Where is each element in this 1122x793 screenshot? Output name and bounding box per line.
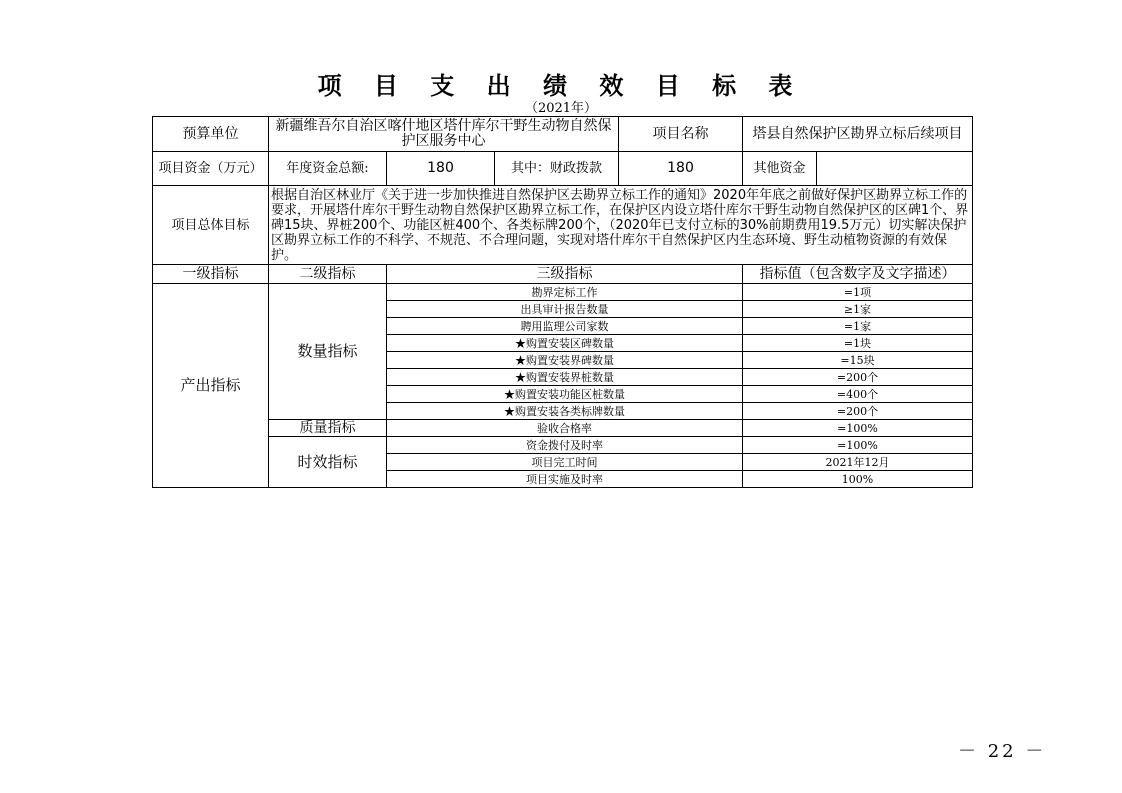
indicator-name: 验收合格率 [387, 420, 743, 437]
quantity-indicator-label: 数量指标 [269, 284, 387, 420]
overall-goal-row [153, 186, 973, 265]
indicator-name: ★购置安装功能区桩数量 [387, 386, 743, 403]
page-title: 项 目 支 出 绩 效 目 标 表 [317, 72, 805, 100]
indicator-value: =1项 [743, 284, 973, 301]
table-row [153, 284, 973, 301]
indicator-name: ★购置安装界碑数量 [387, 352, 743, 369]
indicator-value: ≥1家 [743, 301, 973, 318]
indicator-value: =15块 [743, 352, 973, 369]
fiscal-funds-label: 其中：财政拨款 [495, 152, 619, 186]
indicator-value: 2021年12月 [743, 454, 973, 471]
overall-goal-text: 根据自治区林业厅《关于进一步加快推进自然保护区去勘界立标工作的通知》2020年年底之前做好保护区勘界立标工作的要求，开展塔什库尔干野生动物自然保护区勘界立标工作，在保护区内设立塔什库尔干野生动物自然保护区的区碑1个、界碑15块、界桩200个、功能区桩400个、各类标牌200个，（2020年已支付立标的30%前期费用19.5万元）切实解决保护区勘界立标工作的不科学、不规范、不合理问题，实现对塔什库尔干自然保护区内生态环境、野生动植物资源的有效保护。 [269, 186, 973, 265]
level2-header: 二级指标 [269, 265, 387, 284]
indicator-value: 100% [743, 471, 973, 488]
level1-header: 一级指标 [153, 265, 269, 284]
indicator-value: =200个 [743, 369, 973, 386]
indicator-name: ★购置安装各类标牌数量 [387, 403, 743, 420]
indicator-value: =100% [743, 420, 973, 437]
quality-indicator-label: 质量指标 [269, 420, 387, 437]
annual-total-value: 180 [387, 152, 495, 186]
indicator-value: =400个 [743, 386, 973, 403]
indicator-name: 出具审计报告数量 [387, 301, 743, 318]
project-name-value: 塔县自然保护区勘界立标后续项目 [743, 117, 973, 152]
indicator-name: 项目完工时间 [387, 454, 743, 471]
other-funds-label: 其他资金 [743, 152, 817, 186]
funds-row [153, 152, 973, 186]
project-name-label: 项目名称 [619, 117, 743, 152]
budget-unit-value: 新疆维吾尔自治区喀什地区塔什库尔干野生动物自然保护区服务中心 [269, 117, 619, 152]
indicator-value: =1块 [743, 335, 973, 352]
indicator-name: 资金拨付及时率 [387, 437, 743, 454]
indicator-name: 项目实施及时率 [387, 471, 743, 488]
fiscal-funds-value: 180 [619, 152, 743, 186]
overall-goal-label: 项目总体目标 [153, 186, 269, 265]
indicator-value: =100% [743, 437, 973, 454]
indicator-name: 聘用监理公司家数 [387, 318, 743, 335]
indicator-header-row [153, 265, 973, 284]
indicator-name: ★购置安装区碑数量 [387, 335, 743, 352]
annual-total-label: 年度资金总额: [269, 152, 387, 186]
budget-unit-label: 预算单位 [153, 117, 269, 152]
page-number: － 22 － [958, 741, 1047, 762]
table-row [153, 420, 973, 437]
funds-label: 项目资金（万元） [153, 152, 269, 186]
table-row [153, 437, 973, 454]
indicator-value-header: 指标值（包含数字及文字描述） [743, 265, 973, 284]
output-indicator-label: 产出指标 [153, 284, 269, 488]
indicator-name: 勘界定标工作 [387, 284, 743, 301]
indicator-value: =200个 [743, 403, 973, 420]
indicator-name: ★购置安装界桩数量 [387, 369, 743, 386]
budget-unit-row [153, 117, 973, 152]
year-subtitle: （2021年） [524, 101, 598, 116]
other-funds-value [817, 152, 973, 186]
indicator-value: =1家 [743, 318, 973, 335]
performance-target-table [152, 116, 973, 488]
timeliness-indicator-label: 时效指标 [269, 437, 387, 488]
level3-header: 三级指标 [387, 265, 743, 284]
